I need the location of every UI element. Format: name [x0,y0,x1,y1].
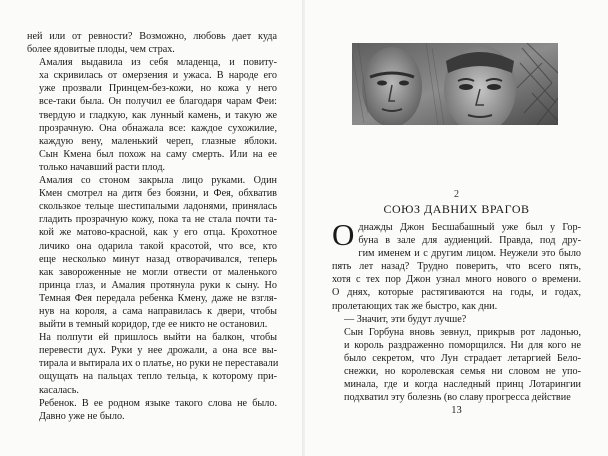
text-line: гим именем и с другим лицом. Неужели это было [358,248,581,260]
text-line: выйти в темный коридор, где ее никто не остановил. [39,319,268,331]
drop-cap: О [332,217,355,252]
text-line: ха скривилась от омерзения и ужаса. В народе его [39,70,277,82]
text-line: все-таки была. Он получил ее благодаря чарам Феи: [39,96,277,108]
left-page [0,0,303,456]
paragraph [332,313,581,326]
paragraph [27,56,277,174]
right-page [305,0,608,456]
text-line: твердую и гладкую, как лунный камень, и такую же [39,109,277,121]
text-line: Темная Фея передала ребенка Кмену, даже не взгля- [39,292,277,304]
text-line: Сын Горбуна вновь зевнул, прикрыв рот ладонью, [344,326,581,338]
chapter-title: СОЮЗ ДАВНИХ ВРАГОВ [383,202,530,216]
text-line: Сын Кмена был похож на саму смерть. Или на ее [39,148,277,160]
text-line: На полпути ей пришлось выйти на балкон, чтобы [39,332,277,344]
text-line: нув на короля, а сама направилась к двери, чтобы [39,305,277,317]
paragraph [27,174,277,331]
text-line: прозрачную. Она обнажала все: каждое сухожилие, [39,122,277,134]
text-line: ней или от ревности? Возможно, любовь дает куда [27,31,277,42]
text-line: О днях, которые растягиваются на годы, и годах, [332,287,581,299]
text-line: минала, где и когда наследный принц Лотарингии [344,379,581,391]
text-line: подхватил эту болезнь (во славу прогресса действие [344,392,571,404]
text-line: уже прозвали Принцем-без-кожи, но кожа у него [39,83,277,95]
page-number: 13 [451,405,462,416]
portrait-drawing [352,43,558,125]
text-line: ощущать на пальцах тепло тельца, к которому при- [39,371,277,383]
text-line: Амалия со стоном закрыла лицо руками. Один [39,175,277,187]
text-line: принца глаз, и Амалия протянула руки к сыну. Но [39,279,277,291]
text-line: Давно уже не было. [39,410,125,422]
text-line: как завороженные не могли отвести от маленького [39,266,277,278]
paragraph [332,247,581,312]
text-line: днажды Джон Бесшабашный уже был у Гор- [358,222,581,233]
text-line: касалась. [39,384,79,396]
text-line: каждую вену, маленький череп, глазные яблоки. [39,135,277,147]
right-page-text [332,217,581,404]
text-line: еще несколько минут назад отворачивался, теперь [39,253,277,265]
left-page-text [27,30,277,423]
text-line: снежки, но королевская семья ни словом не упо- [344,366,581,378]
text-line: скользкое тельце шестипалыми ладонями, принялась [39,201,277,213]
text-line: гладить прозрачную кожу, пока та не стала почти та- [39,214,277,226]
text-line: более ядовитые плоды, чем страх. [27,44,175,56]
text-line: личико она одарила такой красотой, что все, кто [39,240,277,252]
text-line: тирала и вытирала их о платье, но руки не переставали [39,358,279,370]
text-line: и король раздраженно поморщился. Ни для кого не [344,339,581,351]
chapter-number: 2 [454,189,459,200]
text-line: перевести дух. Руки у нее дрожали, а она все вы- [39,345,277,357]
paragraph [332,326,581,405]
text-line: Кмен смотрел на дитя без боязни, и Фея, обхватив [39,188,277,200]
paragraph [27,331,277,396]
text-line: буна в зале для аудиенций. Правда, под дру- [358,235,581,247]
text-line: кой же матово-красной, как у его отца. Крохотное [39,227,277,239]
text-line: Ребенок. В ее родном языке такого слова не было. [39,397,277,409]
text-line: Амалия выдавила из себя младенца, и повиту- [39,57,277,69]
text-line: пролетающих так же быстро, как дни. [332,300,498,312]
opening-paragraph [332,217,581,252]
chapter-illustration [352,43,558,125]
text-line: было секретом, что Лун страдает летаргией Бело- [344,352,581,364]
text-line: пять лет назад? Трудно поверить, что всего пять, [332,261,581,273]
text-line: только начавший расти плод. [39,161,166,173]
text-line: хотя с тех пор Джон узнал много нового о времени. [332,274,581,286]
paragraph [27,30,277,56]
text-line: — Значит, эти будут лучше? [344,313,467,325]
paragraph [27,397,277,423]
